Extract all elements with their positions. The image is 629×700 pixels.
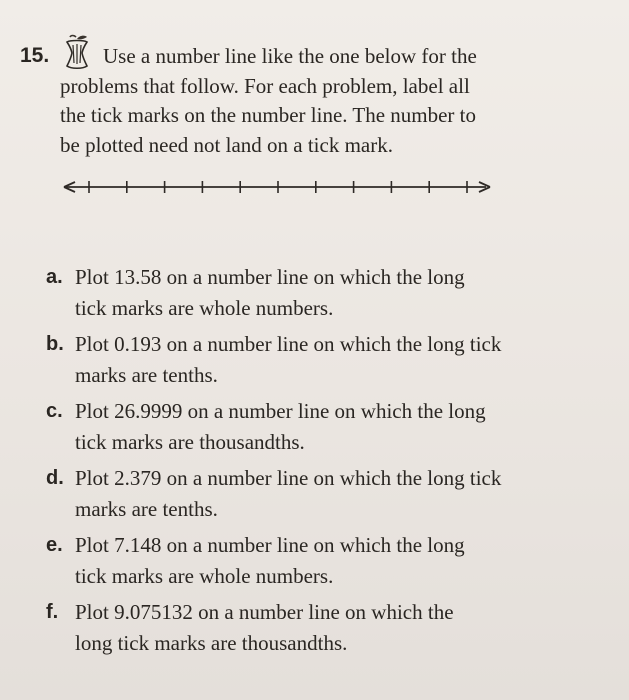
- item-text: [75, 530, 575, 592]
- list-item: [46, 530, 606, 592]
- item-line: marks are tenths.: [75, 363, 218, 387]
- item-text: [75, 329, 575, 391]
- item-line: Plot 2.379 on a number line on which the long tick: [75, 466, 502, 490]
- list-item: [46, 463, 606, 525]
- item-text: [75, 396, 575, 458]
- item-line: Plot 13.58 on a number line on which the long: [75, 265, 465, 289]
- list-item: [46, 597, 606, 659]
- item-line: Plot 9.075132 on a number line on which the: [75, 600, 454, 624]
- item-label: c.: [46, 400, 63, 422]
- item-line: tick marks are whole numbers.: [75, 296, 334, 320]
- item-text: [75, 463, 575, 525]
- item-label: e.: [46, 534, 63, 556]
- problem-items: [46, 262, 606, 664]
- item-label: b.: [46, 333, 64, 355]
- item-line: Plot 0.193 on a number line on which the long tick: [75, 332, 502, 356]
- prompt-line: problems that follow. For each problem, label all: [60, 73, 470, 98]
- problem-prompt: [60, 42, 565, 160]
- item-line: Plot 7.148 on a number line on which the long: [75, 533, 465, 557]
- item-line: marks are tenths.: [75, 497, 218, 521]
- item-line: tick marks are thousandths.: [75, 430, 305, 454]
- item-label: f.: [46, 601, 59, 623]
- problem-number: 15.: [20, 44, 50, 67]
- item-line: Plot 26.9999 on a number line on which the long: [75, 399, 486, 423]
- item-text: [75, 597, 575, 659]
- item-label: d.: [46, 467, 64, 489]
- item-line: tick marks are whole numbers.: [75, 564, 334, 588]
- item-text: [75, 262, 575, 324]
- item-line: long tick marks are thousandths.: [75, 631, 348, 655]
- list-item: [46, 396, 606, 458]
- number-line: [62, 174, 492, 200]
- list-item: [46, 329, 606, 391]
- item-label: a.: [46, 266, 63, 288]
- prompt-line: Use a number line like the one below for the: [103, 44, 477, 68]
- prompt-line: the tick marks on the number line. The number to: [60, 103, 477, 127]
- list-item: [46, 262, 606, 324]
- prompt-line: be plotted need not land on a tick mark.: [60, 132, 393, 157]
